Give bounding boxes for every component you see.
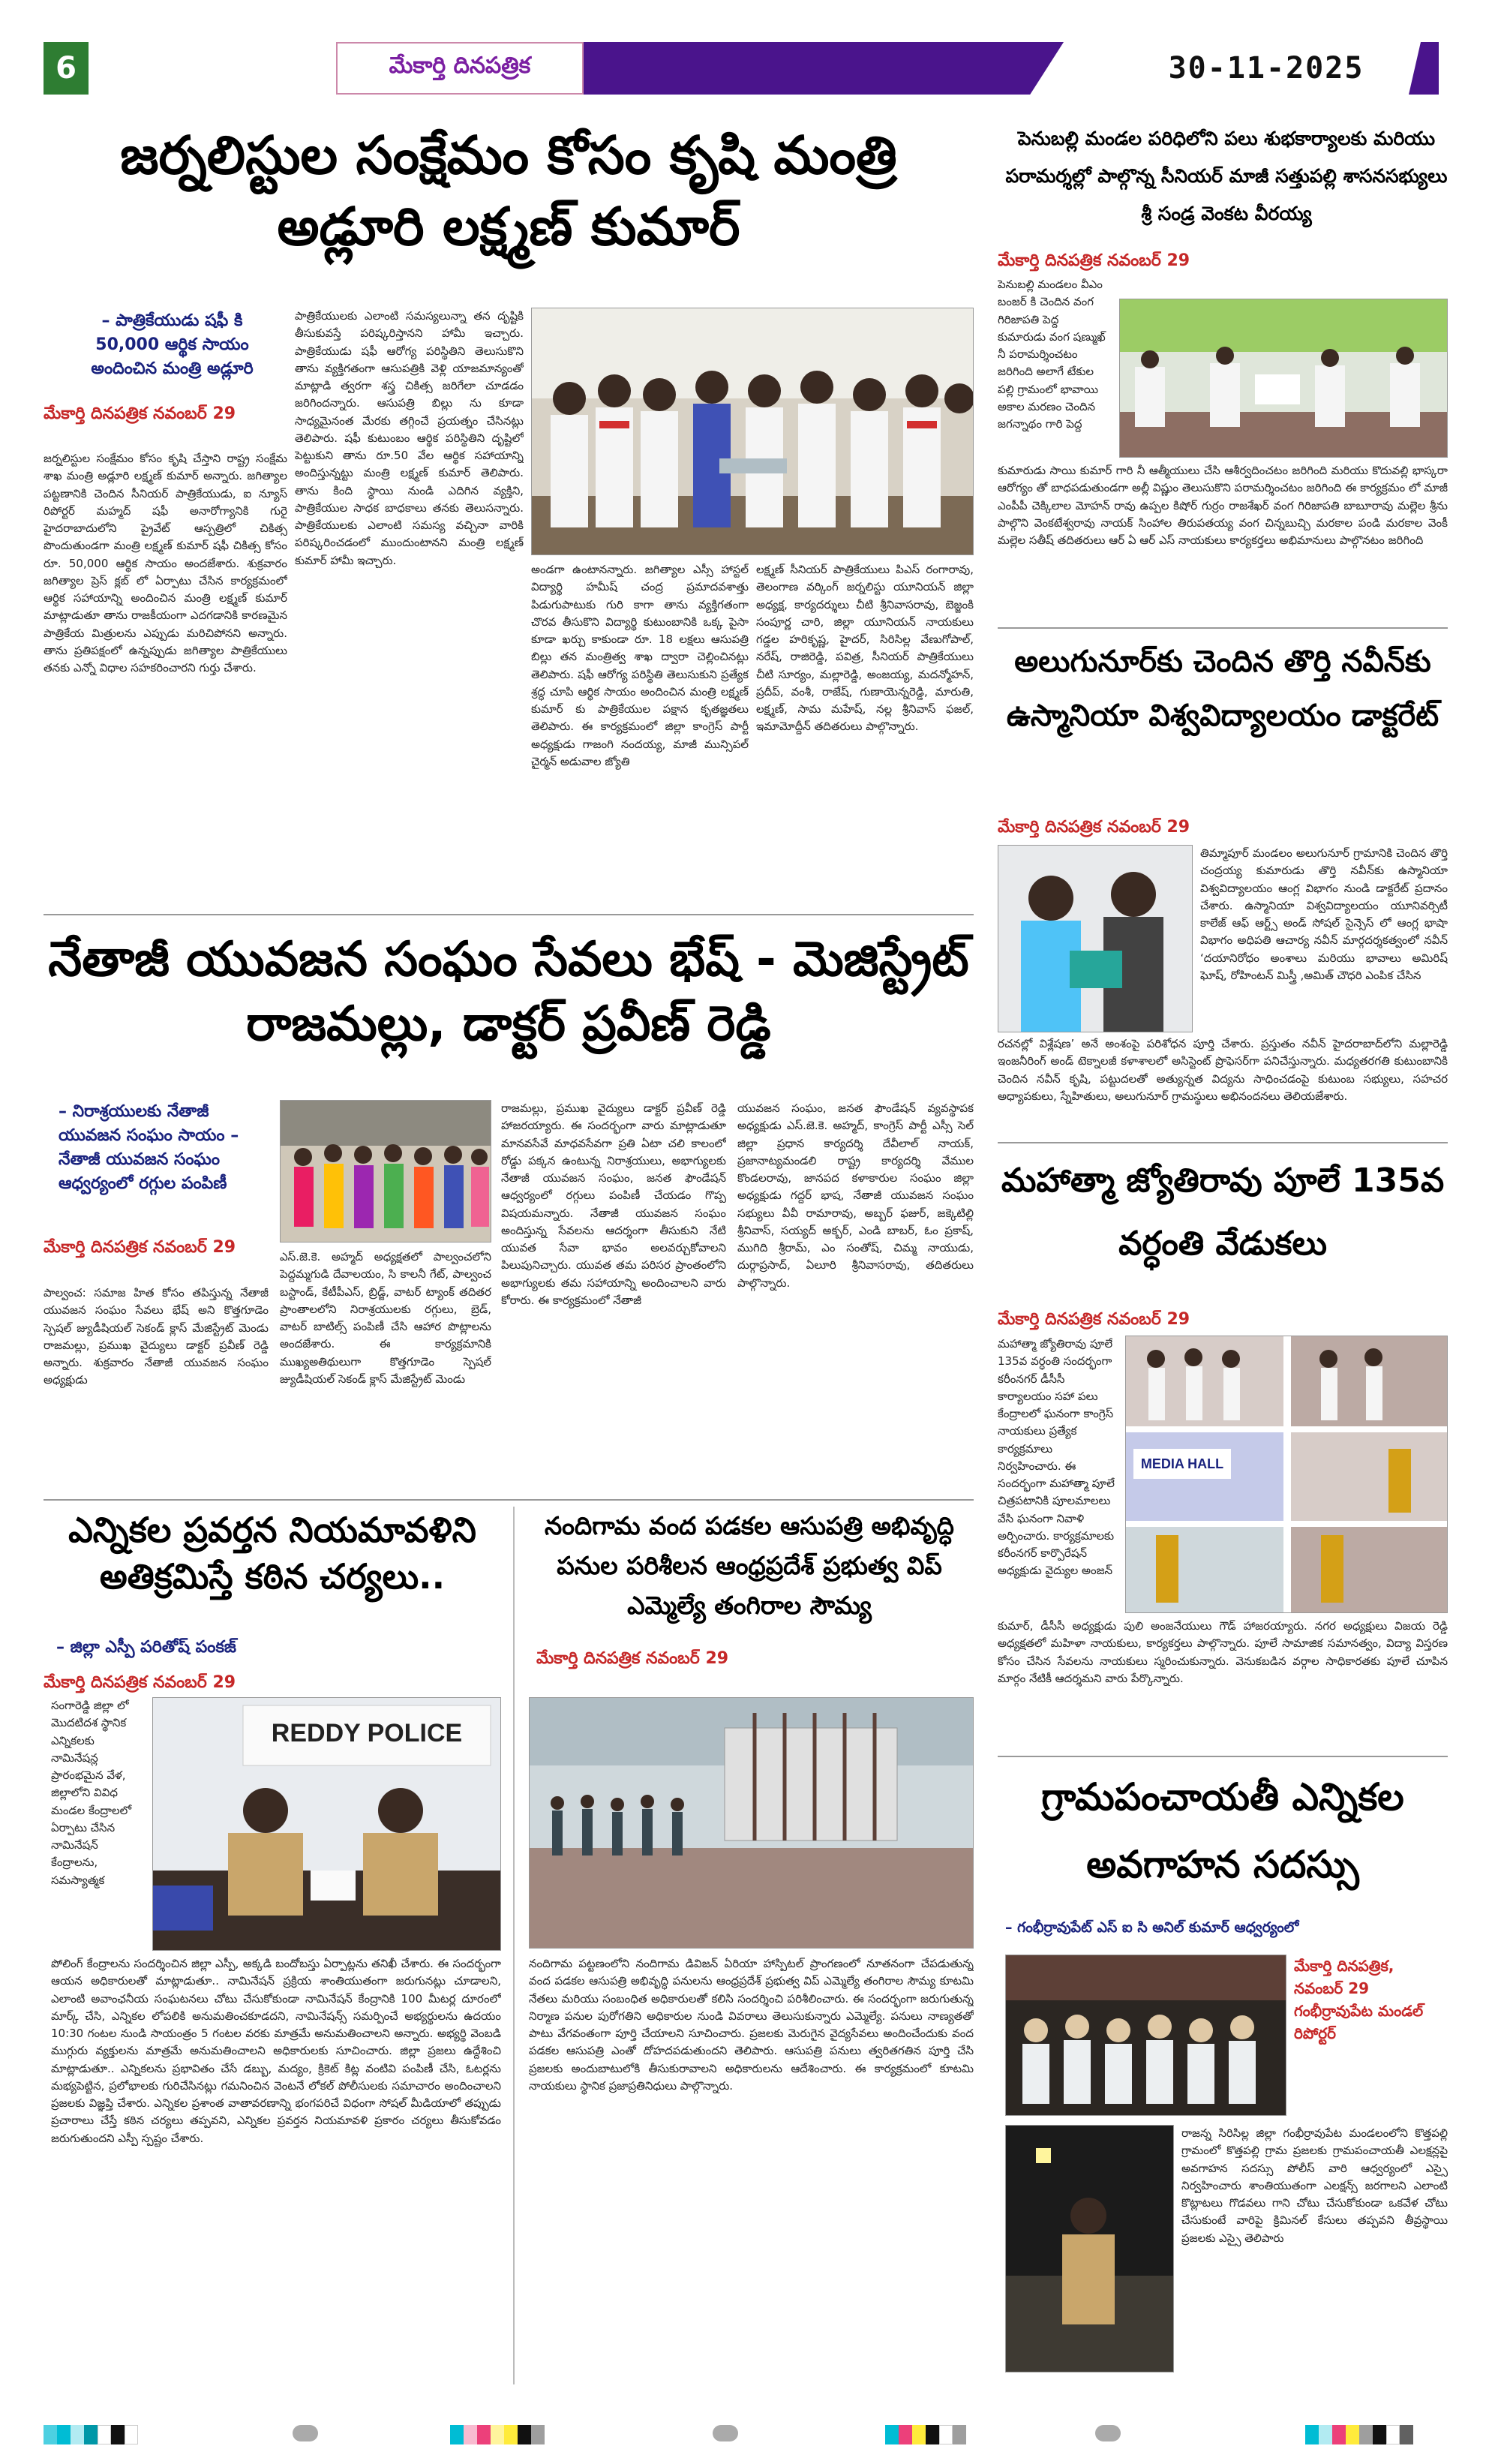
article1-column1: జర్నలిస్టుల సంక్షేమం కోసం కృషి చేస్తాని రాష్ట్ర సంక్షేమ శాఖ మంత్రి అడ్లూరి లక్ష్మణ్ కుమార్ అన్నారు. జగిత్యాల పట్టణానికి చెందిన సీనియర్ పాత్రికేయుడు, ఐ న్యూస్ రిపోర్టర్ మహ్మద్ షఫీ అనారోగ్యానికి గురై హైదరాబాదులోని ప్రైవేట్ ఆస్పత్రిలో చికిత్స పొందుతుండగా మంత్రి లక్ష్మణ్ కుమార్ షఫీ చికిత్స కోసం రూ. 50,000 ఆర్థిక సాయం అందజేశారు. శుక్రవారం జగిత్యాల ప్రెస్ క్లబ్ లో ఏర్పాటు చేసిన కార్యక్రమంలో ఆర్థిక సహాయాన్ని అందించిన మంత్రి లక్ష్మణ్ కుమార్ మాట్లాడుతూ తాను రాజకీయంగా ఎదగడానికి కారణమైన పాత్రికేయ మిత్రులను ఎప్పుడు మరిచిపోనని అన్నారు. తాను ప్రతిపక్షంలో ఉన్నప్పుడు జగిత్యాల పాత్రికేయులు తనకు ఎన్నో విధాల సహకరించారని గుర్తు చేశారు. <box>44 452 287 675</box>
blanket-distribution-photo <box>281 1101 491 1243</box>
article2-subhead: – నిరాశ్రయులకు నేతాజీ యువజన సంఘం సాయం – నేతాజీ యువజన సంఘం ఆధ్వర్యంలో రగ్గుల పంపిణీ <box>59 1102 239 1193</box>
article3-subhead: – జిల్లా ఎస్పీ పరితోష్ పంకజ్ <box>56 1638 237 1657</box>
page-header <box>44 42 1439 95</box>
article2-column4: యువజన సంఘం, జనత ఫౌండేషన్ వ్యవస్థాపక అధ్యక్షుడు ఎస్.జె.కె. అహ్మద్, కాంగ్రెస్ పార్టీ ఎస్సీ సెల్ జిల్లా ప్రధాన కార్యదర్శి దేవీలాల్ నాయక్, ప్రజానాట్యమండలి రాష్ట్ర కార్యదర్శి వేముల కొండలరావు, జానపద కళాకారుల సంఘం జిల్లా అధ్యక్షుడు గద్దర్ భాష, నేతాజీ యువజన సంఘం సభ్యులు వీవీ రామారావు, అబ్బర్ ఫజుర్, జక్కెటిల్లి శ్రీనివాస్, సయ్యద్ అక్బర్, ఎండి బాబర్, ఓం ప్రకాష్, ముగిది శ్రీరామ్, ఎం సంతోష్, చిమ్మ నాయుడు, దుర్గాప్రసాద్, ఏలూరి శ్రీనివాసరావు, తదితరులు పాల్గొన్నారు. <box>737 1101 974 1290</box>
article5-body-side: పెనుబల్లి మండలం వీఎం బంజర్ కి చెందిన వంగ గిరిజాపతి పెద్ద కుమారుడు వంగ షణ్ముఖ్ నీ పరామర్శించటం జరిగింది అలాగే టేకుల పల్లి గ్రామంలో భావాయి అకాల మరణం చెందిన జగన్నాథం గారి పెద్ద <box>998 278 1106 431</box>
article4-headline: నందిగామ వంద పడకల ఆసుపత్రి అభివృద్ధి పనుల పరిశీలన ఆంధ్రప్రదేశ్ ప్రభుత్వ విప్ ఎమ్మెల్యే తంగిరాల సౌమ్య <box>545 1511 954 1620</box>
article3-headline: ఎన్నికల ప్రవర్తన నియమావళిని అతిక్రమిస్తే కఠిన చర్యలు.. <box>68 1510 476 1597</box>
article8-photo-top <box>1005 1955 1286 2116</box>
article8-photo-bottom <box>1005 2125 1174 2372</box>
article6-photo <box>998 845 1193 1032</box>
article5-photo <box>1119 299 1448 458</box>
article6-headline: అలుగునూర్‌కు చెందిన తొర్తి నవీన్‌కు ఉస్మానియా విశ్వవిద్యాలయం డాక్టరేట్ <box>1006 645 1439 733</box>
page-number: 6 <box>44 42 89 95</box>
article7-body-side: మహాత్మా జ్యోతిరావు పూలే 135వ వర్ధంతి సందర్భంగా కరీంనగర్ డీసీసీ కార్యాలయం సహా పలు కేంద్రాలలో ఘనంగా కాంగ్రెస్ నాయకులు ప్రత్యేక కార్యక్రమాలు నిర్వహించారు. ఈ సందర్భంగా మహాత్మా పూలే చిత్రపటానికి పూలమాలలు వేసి ఘనంగా నివాళి అర్పించారు. కార్యక్రమాలకు కరీంనగర్ కార్పొరేషన్ అధ్యక్షుడు వైద్యుల అంజన్ <box>998 1337 1115 1578</box>
article2-column1: పాల్వంచ: సమాజ హిత కోసం తపిస్తున్న నేతాజీ యువజన సంఘం సేవలు భేష్ అని కొత్తగూడెం స్పెషల్ జ్యుడీషియల్ సెకండ్ క్లాస్ మేజిస్ట్రేట్ మెండు రాజమల్లు, ప్రముఖ వైద్యులు డాక్టర్ ప్రవీణ్ రెడ్డి అన్నారు. శుక్రవారం నేతాజీ యువజన సంఘం అధ్యక్షుడు <box>44 1286 269 1387</box>
article1-subhead: – పాత్రికేయుడు షఫీ కి 50,000 ఆర్థిక సాయం అందించిన మంత్రి అడ్లూరి <box>91 311 254 378</box>
article3-body-side: సంగారెడ్డి జిల్లా లో మొదటిదశ స్థానిక ఎన్నికలకు నామినేషన్ల ప్రారంభమైన వేళ, జిల్లాలోని వివిధ మండల కేంద్రాలలో ఏర్పాటు చేసిన నామినేషన్ కేంద్రాలను, సమస్యాత్మక <box>51 1699 132 1887</box>
article1-dateline: మేకార్తి దినపత్రిక నవంబర్ 29 <box>44 404 236 423</box>
article8-body: రాజన్న సిరిసిల్ల జిల్లా గంభీర్రావుపేట మండలంలోని కొత్తపల్లి గ్రామంలో కొత్తపల్లి గ్రామ ప్రజలకు గ్రామపంచాయతీ ఎలక్షన్లపై అవగాహన సదస్సు పోలీస్ వారి ఆధ్వర్యంలో ఎస్సై నిర్వహించారు శాంతియుతంగా ఎలక్షన్స్ జరగాలని ఎలాంటి కొట్లాటలు గొడవలు గాని చోటు చేసుకోకుండా ఒకవేళ చోటు చేసుకుంటే వారిపై క్రిమినల్ కేసులు తప్పవని తీవ్రస్థాయి ప్రజలకు ఎస్సై తెలిపారు <box>1181 2126 1448 2245</box>
article2-dateline: మేకార్తి దినపత్రిక నవంబర్ 29 <box>44 1238 236 1257</box>
article2-column3: రాజమల్లు, ప్రముఖ వైద్యులు డాక్టర్ ప్రవీణ్ రెడ్డి హాజరయ్యారు. ఈ సందర్భంగా వారు మాట్లాడుతూ మానవసేవే మాధవసేవగా ప్రతి ఏటా చలి కాలంలో రోడ్డు పక్కన ఉంటున్న నిరాశ్రయులు, అభాగ్యులకు నేతాజీ యువజన సంఘం, జనత ఫౌండేషన్ ఆధ్వర్యంలో రగ్గులు పంపిణీ చేయడం గొప్ప విషయమన్నారు. నేతాజీ యువజన సంఘం అందిస్తున్న సేవలను ఆదర్శంగా తీసుకుని నేటి యువత సేవా భావం అలవర్చుకోవాలని పిలుపునిచ్చారు. యువత తమ పరిసర ప్రాంతంలోని అభాగ్యులకు తమ సహాయాన్ని అందించాలని వారు కోరారు. ఈ కార్యక్రమంలో నేతాజీ <box>501 1101 726 1307</box>
header-band <box>584 42 1064 95</box>
article1-headline: జర్నలిస్టుల సంక్షేమం కోసం కృషి మంత్రి అడ్లూరి లక్ష్మణ్ కుమార్ <box>120 125 897 257</box>
article7-divider <box>998 1756 1448 1757</box>
article2-divider <box>44 1499 974 1501</box>
article1-divider <box>44 914 974 915</box>
article7-body: కుమార్, డీసీసీ అధ్యక్షుడు పులి అంజనేయులు గౌడ్ హాజరయ్యారు. నగర అధ్యక్షులు విజయ రెడ్డి అధ్యక్షతలో మహిళా నాయకులు, కార్యకర్తలు పాల్గొన్నారు. పూలే సామాజిక సమానత్వం, విద్యా విస్తరణ కోసం చేసిన సేవలను నాయకులు స్మరించుకున్నారు. వెనుకబడిన వర్గాల సాధికారతకు పూలే చూపిన మార్గం నేటికీ ఆదర్శమని వారు పేర్కొన్నారు. <box>998 1619 1448 1685</box>
article4-photo <box>529 1697 974 1949</box>
article7-photo-grid <box>1125 1336 1448 1613</box>
si-speaking-photo <box>1006 2126 1174 2372</box>
minister-group-photo <box>532 308 974 555</box>
article8-headline: గ్రామపంచాయతీ ఎన్నికల అవగాహన సదస్సు <box>1041 1775 1404 1886</box>
article6-body-side: తిమ్మాపూర్ మండలం అలుగునూర్ గ్రామానికి చెందిన తొర్తి చంద్రయ్య కుమారుడు తొర్తి నవీన్‌కు ఉస్మానియా విశ్వవిద్యాలయం ఆంగ్ల విభాగం నుండి డాక్టరేట్ ప్రదానం చేశారు. ఉస్మానియా విశ్వవిద్యాలయం యూనివర్సిటీ కాలేజ్ ఆఫ్ ఆర్ట్స్ అండ్ సోషల్ సైన్సెస్ లో ఆంగ్ల భాషా విభాగం అధిపతి ఆచార్య నవీన్ మార్గదర్శకత్వంలో నవీన్ ‘దయానిరోధం అంశాలు మరియు భావాలు అమిరిష్ ఘోష్, రోహింటన్ మిస్త్రీ ,అమిత్ చౌధరి ఎంపిక చేసిన <box>1200 846 1448 982</box>
article8-subhead: – గంభీర్రావుపేట్ ఎస్ ఐ సి అనిల్ కుమార్ ఆధ్వర్యంలో <box>1005 1919 1299 1936</box>
article1-column3: అండగా ఉంటానన్నారు. జగిత్యాల ఎస్సీ హాస్టల్ విద్యార్థి హమీష్ చంద్ర ప్రమాదవశాత్తు పిడుగుపాటుకు గురి కాగా తాను వ్యక్తిగతంగా చొరవ తీసుకొని విద్యార్థి కుటుంబానికి ఒక్క పైసా కూడా ఖర్చు కాకుండా రూ. 18 లక్షలు ఆసుపత్రి బిల్లు తన మంత్రిత్వ శాఖ ద్వారా చెల్లించినట్లు తెలిపారు. షఫీ ఆరోగ్య పరిస్థితి తెలుసుకుని ప్రత్యేక శ్రద్ధ చూపి ఆర్థిక సాయం అందించిన మంత్రి లక్ష్మణ్ కుమార్ కు పాత్రికేయుల పక్షాన కృతజ్ఞతలు తెలిపారు. ఈ కార్యక్రమంలో జిల్లా కాంగ్రెస్ పార్టీ అధ్యక్షుడు గాజంగి నందయ్య, మాజీ మున్సిపల్ చైర్మన్ అడువాల జ్యోతి <box>531 563 749 768</box>
header-band-end <box>1409 42 1439 95</box>
article5-headline: పెనుబల్లి మండల పరిధిలోని పలు శుభకార్యాలకు మరియు పరామర్శల్లో పాల్గొన్న సీనియర్ మాజీ సత్తుపల్లి శాసనసభ్యులు శ్రీ సండ్ర వెంకట వీరయ్య <box>1005 128 1448 224</box>
article8-dateline-box: మేకార్తి దినపత్రిక, నవంబర్ 29 గంభీర్రావుపేట మండల్ రిపోర్టర్ <box>1294 1957 1424 2042</box>
article2-headline: నేతాజీ యువజన సంఘం సేవలు భేష్ - మెజిస్ట్రేట్ రాజమల్లు, డాక్టర్ ప్రవీణ్ రెడ్డి <box>48 932 969 1053</box>
article5-divider <box>998 627 1448 629</box>
article3-divider <box>513 1507 515 2384</box>
color-bar-right <box>1305 2425 1413 2444</box>
article1-column4: లక్ష్మణ్ సీనియర్ పాత్రికేయులు పిఎస్ రంగారావు, తెలంగాణ వర్కింగ్ జర్నలిస్టు యూనియన్ జిల్లా అధ్యక్ష, కార్యదర్శులు చీటి శ్రీనివాసరావు, బెజ్జంకి సంపూర్ణ చారి, జిల్లా యూనియన్ నాయకులు గడ్డల హరికృష్ణ, హైదర్, సిరిసిల్ల వేణుగోపాల్, నరేష్, రాజిరెడ్డి, పవిత్ర, సీనియర్ పాత్రికేయులు చీటి సూర్యం, మల్లారెడ్డి, అంజయ్య, మదన్మోహన్, ప్రదీప్, వంశీ, రాజేష్, గుణాయెన్నరెడ్డి, మారుతి, లక్ష్మణ్, సామ మహేష్, నల్ల శ్రీనివాస్ ఫజల్, ఇమామోద్దీన్ తదితరులు పాల్గొన్నారు. <box>756 563 974 734</box>
visit-event-photo <box>1120 299 1448 458</box>
color-bar-3 <box>885 2425 966 2444</box>
media-hall-sign: MEDIA HALL <box>1140 1456 1224 1471</box>
registration-mark <box>293 2425 318 2441</box>
article6-divider <box>998 1142 1448 1143</box>
color-bar-2 <box>450 2425 545 2444</box>
article1-photo <box>531 308 974 555</box>
registration-mark <box>713 2425 738 2441</box>
article3-photo <box>152 1697 501 1951</box>
police-sign-text: REDDY POLICE <box>271 1719 463 1747</box>
phule-tribute-photos <box>1126 1336 1448 1613</box>
issue-date: 30-11-2025 <box>1168 51 1364 86</box>
article6-body: రచనల్లో విశ్లేషణ’ అనే అంశంపై పరిశోధన పూర్తి చేశారు. ప్రస్తుతం నవీన్ హైదరాబాద్‌లోని మల్లారెడ్డి ఇంజనీరింగ్ అండ్ టెక్నాలజీ కళాశాలలో అసిస్టెంట్ ప్రొఫెసర్‌గా పనిచేస్తున్నారు. మధ్యతరగతి కుటుంబానికి చెందిన నవీన్ కృషి, పట్టుదలతో అత్యున్నత విద్యను సాధించడంపై కుటుంబ సభ్యులు, సహచర అధ్యాపకులు, స్నేహితులు, అలుగునూర్ గ్రామస్థులు అభినందనలు తెలియజేశారు. <box>998 1037 1448 1103</box>
article5-dateline: మేకార్తి దినపత్రిక నవంబర్ 29 <box>998 251 1190 270</box>
article2-photo <box>280 1100 491 1243</box>
hospital-construction-photo <box>530 1698 974 1949</box>
registration-mark <box>1095 2425 1121 2441</box>
awareness-meeting-photo <box>1006 1955 1286 2116</box>
article5-body: కుమారుడు సాయి కుమార్ గారి నీ ఆత్మీయులు చేసి ఆశీర్వదించటం జరిగింది మరియు కొదువల్లి భాస్కరా ఆరోగ్యం తో బాధపడుతుండగా అల్లీ విష్ణుం తెలుసుకొని పరామర్శించటం జరిగింది ఈ కార్యక్రమం లో మాజీ ఎంపీపీ చెక్కిలాల మోహన్ రావు ఉప్పల కిషోర్ గుర్రం రాజశేఖర్ వంగ గిరిజాపతి బాబూరావు మల్లెల శ్రీను పాల్గొని వెంకటేశ్వరావు నాయక్ సింహాల తిరుపతయ్య వంగ చిన్నబుచ్చి మరకాల పండి మరకాల వెంకీ మల్లెల సతీష్ తదితరులు ఆర్ ఏ ఆర్ ఎస్ నాయకులు కార్యకర్తలు అభిమానులు పాల్గొనటం జరిగింది <box>998 464 1448 547</box>
doctorate-photo <box>998 846 1193 1032</box>
article6-dateline: మేకార్తి దినపత్రిక నవంబర్ 29 <box>998 818 1190 837</box>
color-bar-left <box>44 2425 138 2444</box>
article3-dateline: మేకార్తి దినపత్రిక నవంబర్ 29 <box>44 1673 236 1692</box>
article2-column2: ఎస్.జె.కె. అహ్మద్ అధ్యక్షతలో పాల్వంచలోని పెద్దమ్మగుడి దేవాలయం, సి కాలనీ గేట్, పాల్వంచ బస్టాండ్, కేటీపీఎస్, బ్రిడ్జ్, వాటర్ ట్యాంక్ తదితర ప్రాంతాలలోని నిరాశ్రయులకు రగ్గులు, బ్రెడ్, వాటర్ బాటిల్స్ పంపిణీ చేసి ఆహార పొట్లాలను అందజేశారు. ఈ కార్యక్రమానికి ముఖ్యఅతిథులుగా కొత్తగూడెం స్పెషల్ జ్యుడీషియల్ సెకండ్ క్లాస్ మేజిస్ట్రేట్ మెండు <box>280 1250 491 1386</box>
article4-body: నందిగామ పట్టణంలోని నందిగామ డివిజన్ ఏరియా హాస్పిటల్ ప్రాంగణంలో నూతనంగా చేపడుతున్న వంద పడకల ఆసుపత్రి అభివృద్ధి పనులను ఆంధ్రప్రదేశ్ ప్రభుత్వ విప్ ఎమ్మెల్యే తంగిరాల సౌమ్య కూటమి నేతలు మరియు సంబంధిత అధికారులతో కలిసి సందర్శించి పరిశీలించారు. ఈ సందర్భంగా జరుగుతున్న నిర్మాణ పనుల పురోగతిని అధికారుల నుండి వివరాలు తెలుసుకున్నారు ఎమ్మెల్యే. పనులు నాణ్యతతో పాటు వేగవంతంగా పూర్తి చేయాలని సూచించారు. ప్రజలకు మెరుగైన వైద్యసేవలు అందించేందుకు వంద పడకల ఆసుపత్రి ఎంతో దోహదపడుతుందని తెలిపారు. ఆసుపత్రి పనులు త్వరితగతిన పూర్తి చేసి ప్రజలకు అందుబాటులోకి తీసుకురావాలని అధికారులను ఆదేశించారు. ఈ కార్యక్రమంలో కూటమి నాయకులు స్థానిక ప్రజాప్రతినిధులు పాల్గొన్నారు. <box>529 1957 974 2093</box>
masthead-logo: మేకార్తి దినపత్రిక <box>336 42 584 95</box>
article7-dateline: మేకార్తి దినపత్రిక నవంబర్ 29 <box>998 1310 1190 1329</box>
article7-headline: మహాత్మా జ్యోతిరావు పూలే 135వ వర్ధంతి వేడుకలు <box>1001 1161 1445 1263</box>
article3-body: పోలింగ్ కేంద్రాలను సందర్శించిన జిల్లా ఎస్పీ, అక్కడి బందోబస్తు ఏర్పాట్లను తనిఖీ చేశారు. ఈ సందర్భంగా ఆయన అధికారులతో మాట్లాడుతూ.. నామినేషన్ ప్రక్రియ శాంతియుతంగా జరుగునట్లు చూడాలని, ఎలాంటి అవాంఛనీయ సంఘటనలు చోటు చేసుకోకుండా నామినేషన్ కేంద్రానికి 100 మీటర్ల దూరంలో మార్క్ చేసి, ఎన్నికల లోపలికి అనుమతించకూడదని, నామినేషన్స్ సమర్పించే అభ్యర్థులను ఉదయం 10:30 గంటల నుండి సాయంత్రం 5 గంటల వరకు మాత్రమే అనుమతించాలని అన్నారు. అభ్యర్థి వెంబడి ముగ్గురు వ్యక్తులను మాత్రమే అనుమతించాలని అధికారులకు సూచించారు. జిల్లా ప్రజలు ఉద్దేశించి మాట్లాడుతూ.. ఎన్నికలను ప్రభావితం చేసే డబ్బు, మద్యం, క్రికెట్ కిట్ల వంటివి పంపిణీ చేసి, ఓటర్లను మభ్యపెట్టిన, ప్రలోభాలకు గురిచేసినట్లు గమనించిన వెంటనే లోకల్ పోలీసులకు సమాచారం అందించాలని ప్రజలకు విజ్ఞప్తి చేశారు. ఎన్నికల ప్రశాంత వాతావరణాన్ని భంగపరిచే విధంగా సోషల్ మీడియాలో తప్పుడు ప్రచారాలు చేస్తే కఠిన చర్యలు తప్పవని, ఎన్నికల ప్రవర్తన నియమావళి ప్రకారం చర్యలు తీసుకోవడం జరుగుతుందని ఎస్పీ స్పష్టం చేశారు. <box>51 1957 501 2145</box>
article4-dateline: మేకార్తి దినపత్రిక నవంబర్ 29 <box>536 1649 729 1668</box>
article1-column2: పాత్రికేయులకు ఎలాంటి సమస్యలున్నా తన దృష్టికి తీసుకువస్తే పరిష్కరిస్తానని హామీ ఇచ్చారు. పాత్రికేయుడు షఫీ ఆరోగ్య పరిస్థితిని తెలుసుకొని తాను వ్యక్తిగతంగా ఆసుపత్రికి వెళ్లి యాజమాన్యంతో మాట్లాడి త్వరగా శస్త్ర చికిత్స జరిగేలా చూడడం జరిగిందన్నారు. ఆసుపత్రి బిల్లు ను కూడా సాధ్యమైనంత మేరకు తగ్గించే ప్రయత్నం చేసినట్లు తెలిపారు. షఫీ కుటుంబం ఆర్థిక పరిస్థితిని దృష్టిలో పెట్టుకుని తాను రూ.50 వేల ఆర్థిక సహాయాన్ని అందిస్తున్నట్టు మంత్రి లక్ష్మణ్ కుమార్ తెలిపారు. తాను కింది స్థాయి నుండి ఎదిగిన వ్యక్తిని, పాత్రికేయుల సాధక బాధకాలు తనకు తెలుసన్నారు. పాత్రికేయులకు ఎలాంటి సమస్య వచ్చినా వారికి పరిష్కరించడంలో ముందుంటానని మంత్రి లక్ష్మణ్ కుమార్ హామీ ఇచ్చారు. <box>295 309 524 567</box>
